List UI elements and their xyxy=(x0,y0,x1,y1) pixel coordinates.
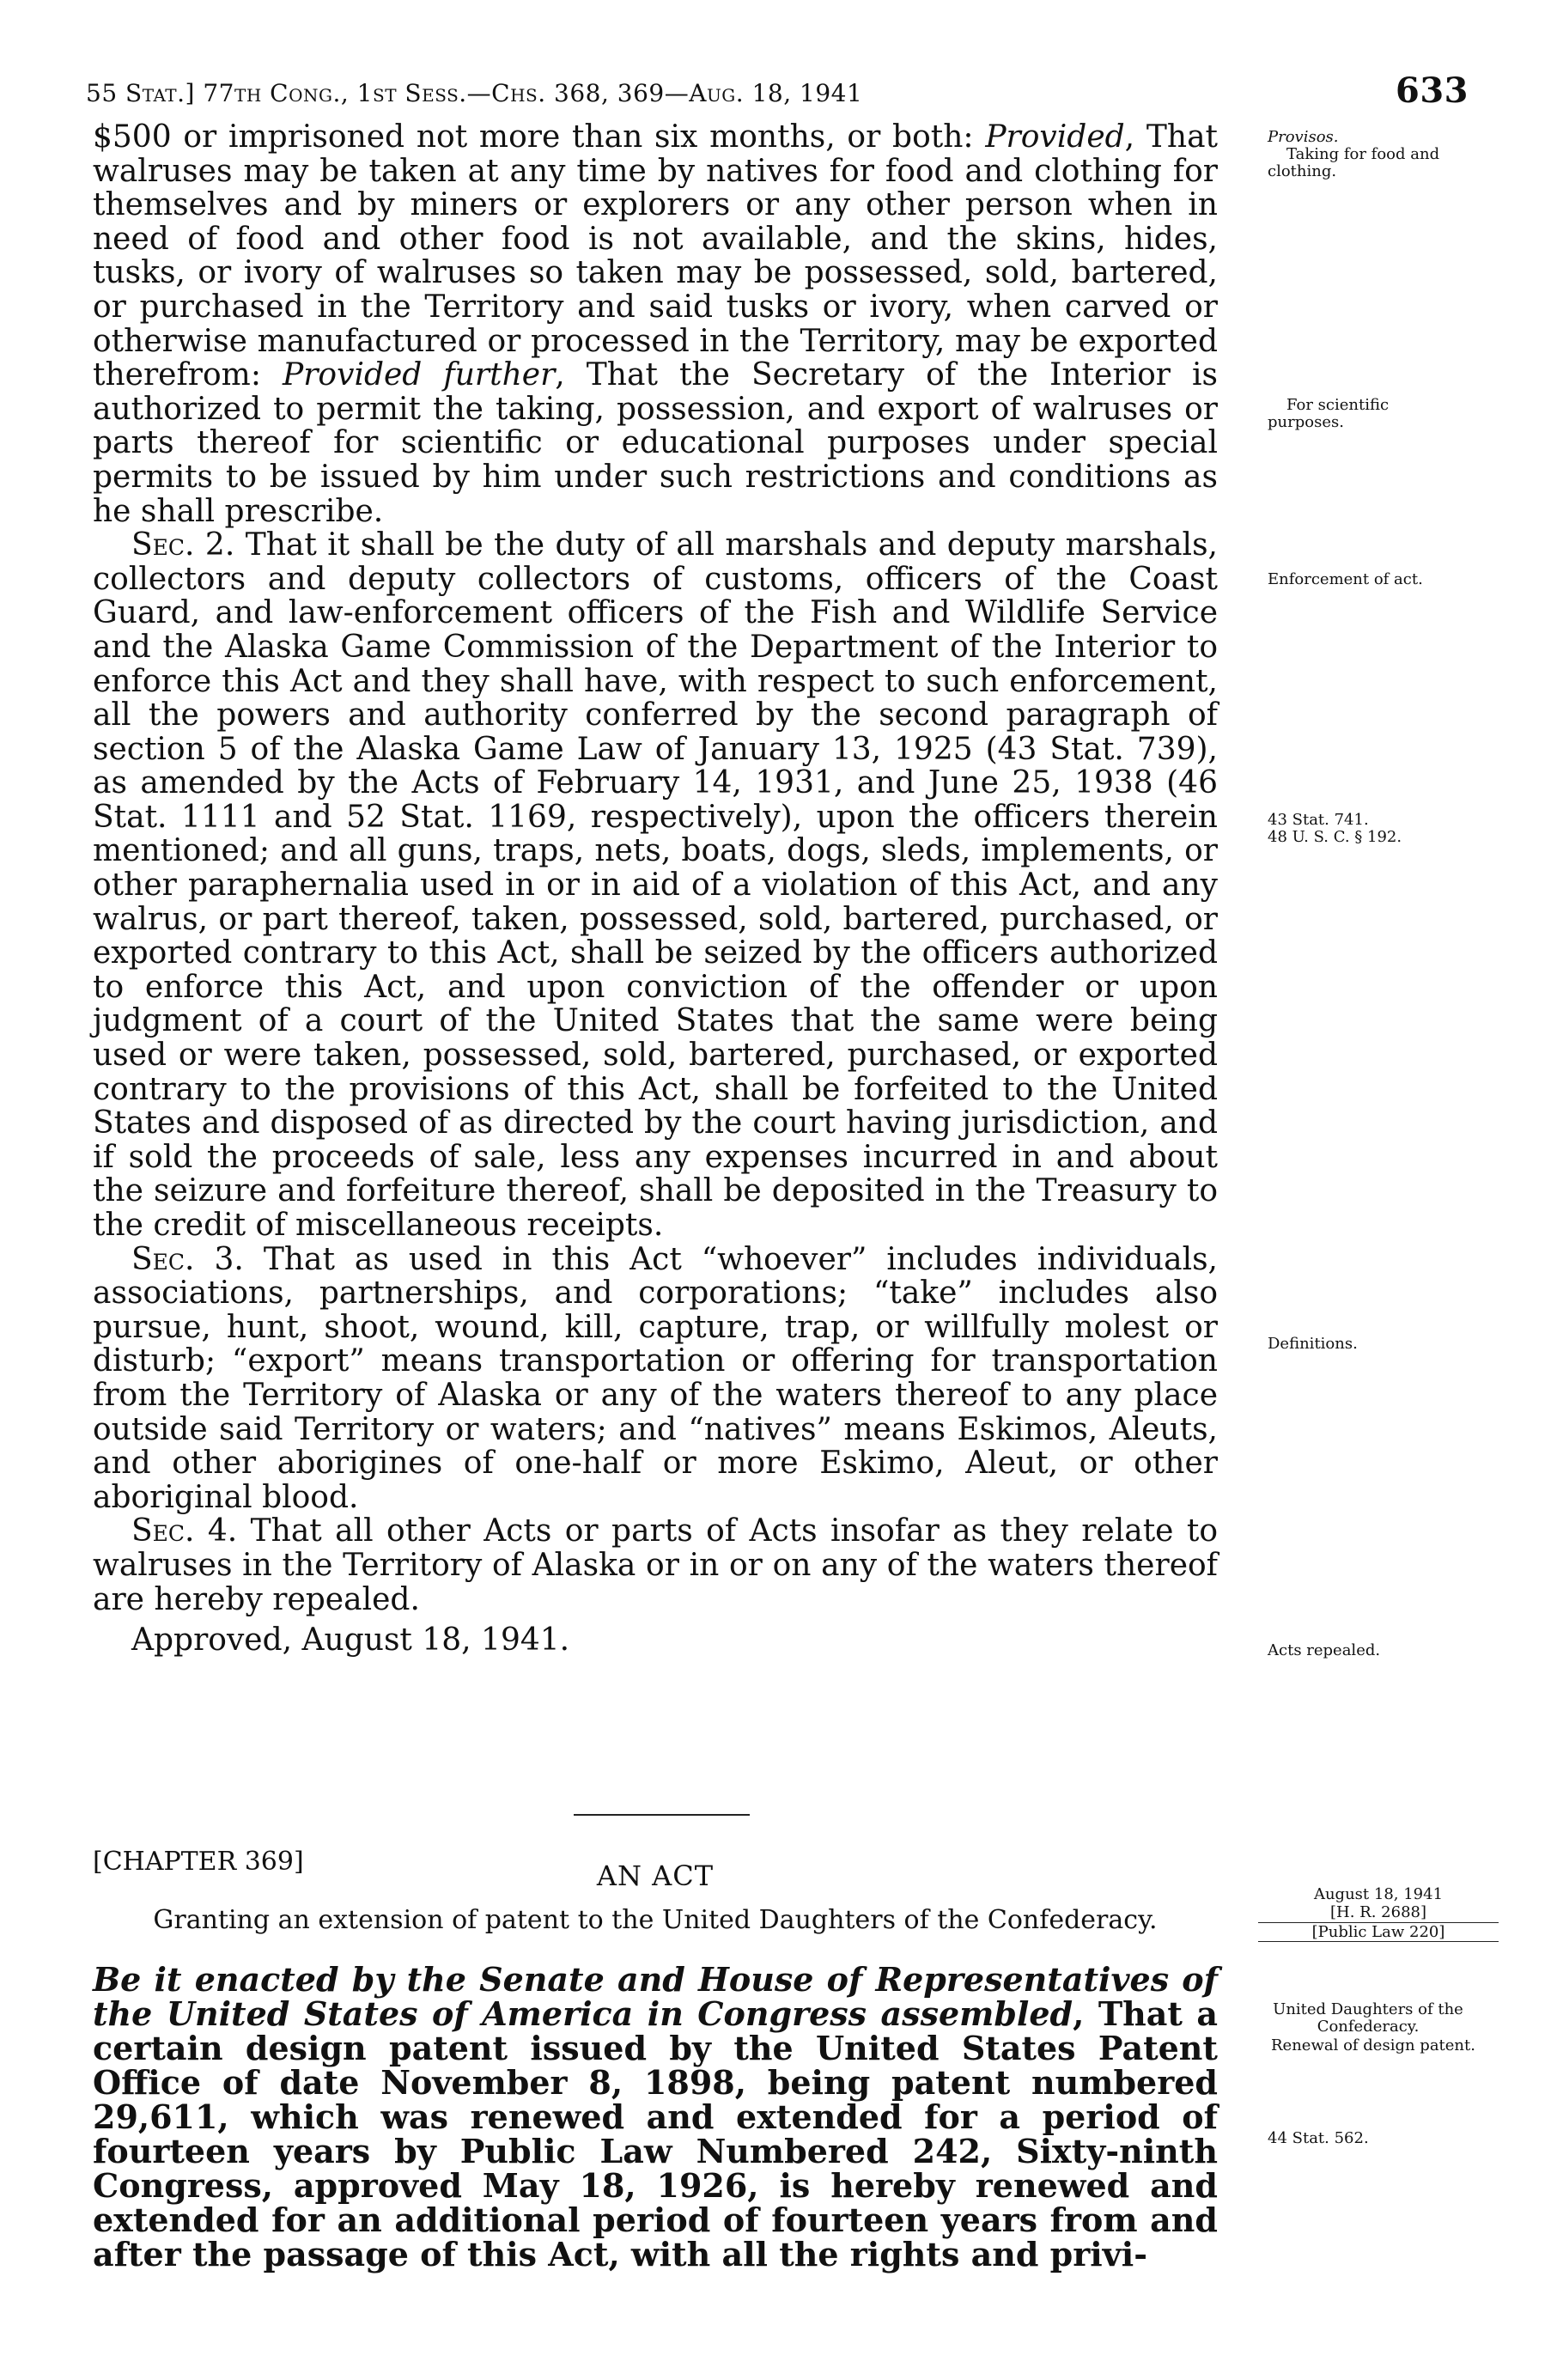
side-note-enforcement: Enforcement of act. xyxy=(1268,570,1423,588)
sec-3-text: That as used in this Act “whoever” includes individuals, associations, partnerships, and corporations; “take” includes also pursue, hunt, shoot, wound, kill, capture, trap, or willfully molest or disturb; “export” means transportation or offering for transportation from the Territory of Alaska or any of the waters thereof to any place outside said Territory or waters; and “natives” means Eskimos, Aleuts, and other aborigines of one-half or more Eskimo, Aleut, or other aboriginal blood. xyxy=(93,1241,1218,1515)
paragraph-sec-4 xyxy=(93,1514,1218,1616)
bill-reference-block xyxy=(1258,1885,1499,1942)
chapter-369-body xyxy=(93,1960,1218,2273)
sec-3-label: Sec. 3. xyxy=(131,1241,244,1277)
main-text xyxy=(93,120,1218,1658)
side-note-44-stat: 44 Stat. 562. xyxy=(1268,2129,1369,2147)
p1-provided-further: Provided further xyxy=(283,357,556,393)
side-note-renewal: Renewal of design patent. xyxy=(1271,2036,1475,2054)
side-note-date: August 18, 1941 xyxy=(1313,1885,1444,1903)
side-note-48-usc: 48 U. S. C. § 192. xyxy=(1268,828,1402,846)
chapter-369-text: , That a certain design patent issued by the United States Patent Office of date November 8, 1898, being patent numbered 29,611, which was renewed and extended for a period of fourteen years by Public Law Numbered 242, Sixty-ninth Congress, approved May 18, 1926, is hereby renewed and extended for an additional period of fourteen years from and after the passage of this Act, with all the rights and privi- xyxy=(93,1994,1218,2273)
side-note-public-law: [Public Law 220] xyxy=(1258,1922,1499,1942)
enacting-clause: Be it enacted by the Senate and House of Representatives of the United States of America in Congress assembled xyxy=(93,1960,1218,2033)
p1-text-b: , That walruses may be taken at any time by natives for food and clothing for themselves and by miners or explorers or any other person when in need of food and other food is not available, and the skins, hides, tusks, or ivory of walruses so taken may be possessed, sold, bartered, or purchased in the Territory and said tusks or ivory, when carved or otherwise manufactured or processed in the Territory, may be exported therefrom: xyxy=(93,119,1218,393)
side-note-udc: United Daughters of the Confederacy. xyxy=(1273,2000,1463,2036)
sec-2-text: That it shall be the duty of all marshals and deputy marshals, collectors and deputy collectors of customs, officers of the Coast Guard, and law-enforcement officers of the Fish and Wildlife Service and the Alaska Game Commission of the Department of the Interior to enforce this Act and they shall have, with respect to such enforcement, all the powers and authority conferred by the second paragraph of section 5 of the Alaska Game Law of January 13, 1925 (43 Stat. 739), as amended by the Acts of February 14, 1931, and June 25, 1938 (46 Stat. 1111 and 52 Stat. 1169, respectively), upon the officers therein mentioned; and all guns, traps, nets, boats, dogs, sleds, implements, or other paraphernalia used in or in aid of a violation of this Act, and any walrus, or part thereof, taken, possessed, sold, bartered, purchased, or exported contrary to this Act, shall be seized by the officers authorized to enforce this Act, and upon conviction of the offender or upon judgment of a court of the United States that the same were being used or were taken, possessed, sold, bartered, purchased, or exported contrary to the provisions of this Act, shall be forfeited to the United States and disposed of as directed by the court having jurisdiction, and if sold the proceeds of sale, less any expenses incurred in and about the seizure and forfeiture thereof, shall be deposited in the Treasury to the credit of miscellaneous receipts. xyxy=(93,527,1218,1243)
paragraph-sec-3 xyxy=(93,1243,1218,1515)
running-head xyxy=(86,70,1469,113)
side-note-provisos: Provisos. xyxy=(1268,128,1339,146)
side-note-scientific: For scientific purposes. xyxy=(1268,396,1390,431)
page-number: 633 xyxy=(1396,70,1469,111)
section-divider xyxy=(574,1814,750,1816)
p1-text-c: , That the Secretary of the Interior is authorized to permit the taking, possession, and export of walruses or parts thereof for scientific or educational purposes under special permits to be issued by him under such restrictions and conditions as he shall prescribe. xyxy=(93,357,1219,529)
act-title: AN ACT xyxy=(596,1860,715,1892)
chapter-label: [CHAPTER 369] xyxy=(93,1847,304,1877)
sec-4-label: Sec. 4. xyxy=(131,1513,238,1549)
side-note-hr: [H. R. 2688] xyxy=(1330,1903,1426,1921)
side-note-acts-repealed: Acts repealed. xyxy=(1268,1641,1381,1659)
side-note-definitions: Definitions. xyxy=(1268,1335,1358,1353)
act-subtitle: Granting an extension of patent to the United Daughters of the Confederacy. xyxy=(153,1905,1158,1935)
side-note-43-stat: 43 Stat. 741. xyxy=(1268,811,1369,829)
side-note-taking-food: Taking for food and clothing. xyxy=(1268,145,1440,180)
p1-provided: Provided xyxy=(985,119,1125,155)
enacting-paragraph xyxy=(93,1960,1218,2273)
sec-2-label: Sec. 2. xyxy=(131,527,235,563)
sec-4-text: That all other Acts or parts of Acts insofar as they relate to walruses in the Territory of Alaska or in or on any of the waters thereof are hereby repealed. xyxy=(93,1513,1218,1617)
paragraph-provisos xyxy=(93,120,1218,528)
p1-text-a: $500 or imprisoned not more than six months, or both: xyxy=(93,119,986,155)
approved-line: Approved, August 18, 1941. xyxy=(131,1622,570,1659)
paragraph-sec-2 xyxy=(93,528,1218,1242)
running-head-citation: 55 Stat.] 77th Cong., 1st Sess.—Chs. 368, 369—Aug. 18, 1941 xyxy=(86,79,863,107)
